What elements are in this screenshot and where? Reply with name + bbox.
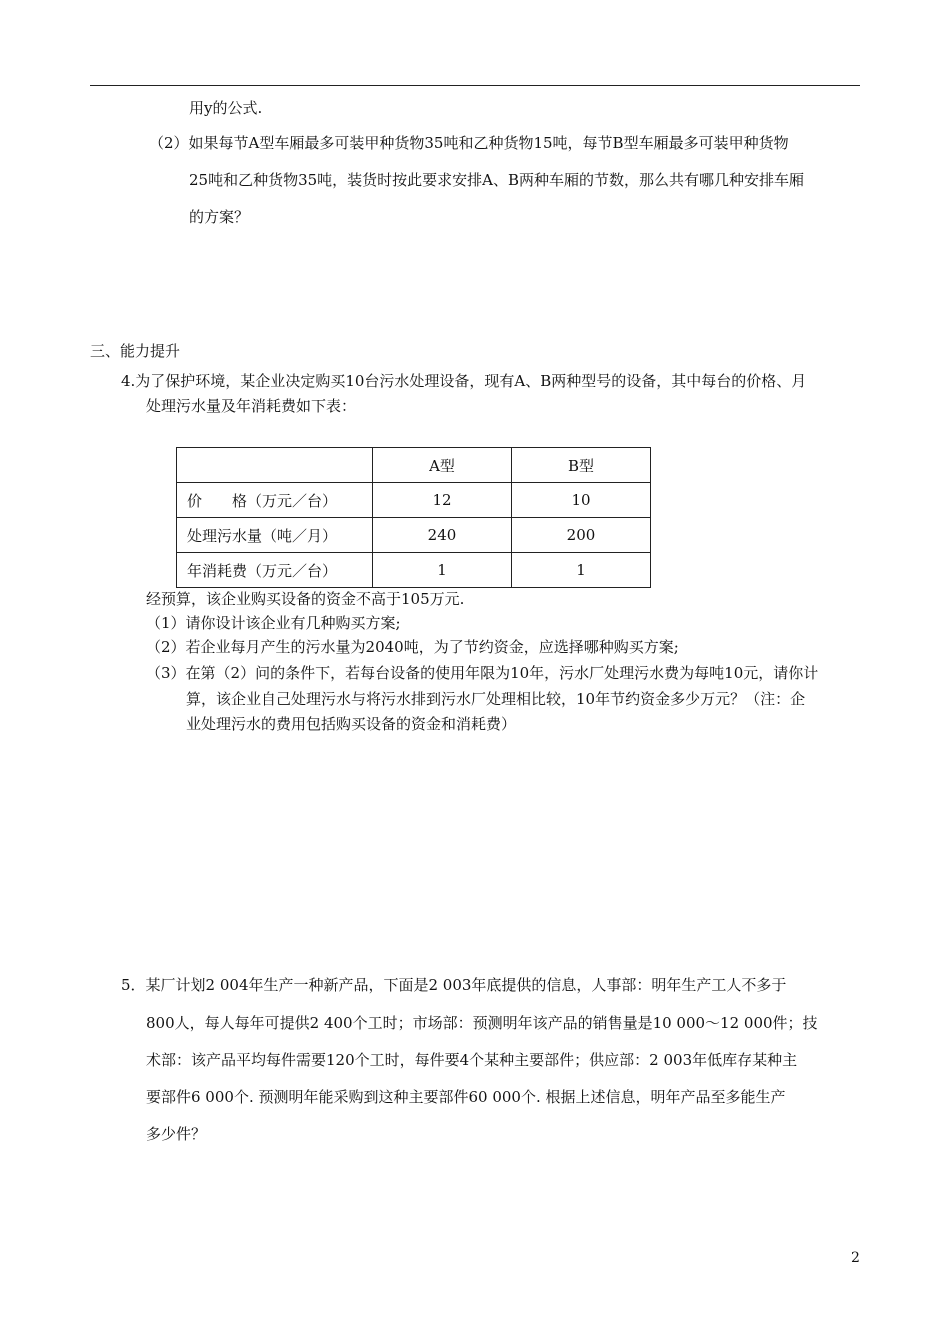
row-label-capacity: 处理污水量（吨／月） (177, 518, 373, 553)
q4-sub1: （1）请你设计该企业有几种购买方案; (146, 614, 401, 632)
previous-question-continuation: 用y的公式. (189, 99, 263, 117)
price-b: 10 (512, 483, 651, 518)
q5-line-3: 术部：该产品平均每件需要120个工时，每件要4个某种主要部件；供应部：2 003年低库存某种主 (146, 1051, 798, 1069)
q2-part2-line-3: 的方案？ (189, 208, 250, 226)
table-header-a: A型 (373, 448, 512, 483)
q5-line-5: 多少件？ (146, 1125, 207, 1143)
page-number: 2 (851, 1250, 860, 1266)
q5-line-1: 5．某厂计划2 004年生产一种新产品，下面是2 003年底提供的信息，人事部：明年生产工人不多于 (121, 976, 787, 994)
q4-sub3-line-2: 算，该企业自己处理污水与将污水排到污水厂处理相比较，10年节约资金多少万元？（注：企 (186, 690, 806, 708)
q2-part2-line-1: （2）如果每节A型车厢最多可装甲种货物35吨和乙种货物15吨，每节B型车厢最多可装甲种货物 (149, 134, 789, 152)
q4-sub3-line-3: 业处理污水的费用包括购买设备的资金和消耗费） (186, 715, 517, 733)
header-rule (90, 85, 860, 86)
price-a: 12 (373, 483, 512, 518)
table-header-row (177, 448, 651, 483)
capacity-b: 200 (512, 518, 651, 553)
table-row (177, 518, 651, 553)
table-header-b: B型 (512, 448, 651, 483)
cost-b: 1 (512, 553, 651, 588)
table-header-empty (177, 448, 373, 483)
q2-part2-line-2: 25吨和乙种货物35吨，装货时按此要求安排A、B两种车厢的节数，那么共有哪几种安排车厢 (189, 171, 805, 189)
row-label-cost: 年消耗费（万元／台） (177, 553, 373, 588)
q5-line-4: 要部件6 000个. 预测明年能采购到这种主要部件60 000个. 根据上述信息，明年产品至多能生产 (146, 1088, 786, 1106)
capacity-a: 240 (373, 518, 512, 553)
cost-a: 1 (373, 553, 512, 588)
q4-intro-line-2: 处理污水量及年消耗费如下表： (146, 397, 357, 415)
row-label-price: 价 格（万元／台） (177, 483, 373, 518)
table-row (177, 483, 651, 518)
q4-sub2: （2）若企业每月产生的污水量为2040吨，为了节约资金，应选择哪种购买方案; (146, 638, 679, 656)
equipment-table (176, 447, 651, 588)
q4-sub3-line-1: （3）在第（2）问的条件下，若每台设备的使用年限为10年，污水厂处理污水费为每吨10元，请你计 (146, 664, 819, 682)
q4-intro-line-1: 4.为了保护环境，某企业决定购买10台污水处理设备，现有A、B两种型号的设备，其中每台的价格、月 (121, 372, 807, 390)
q5-line-2: 800人，每人每年可提供2 400个工时；市场部：预测明年该产品的销售量是10 000～12 000件；技 (146, 1014, 818, 1032)
table-row (177, 553, 651, 588)
q4-budget: 经预算，该企业购买设备的资金不高于105万元. (146, 590, 465, 608)
section-title: 三、能力提升 (90, 342, 181, 360)
